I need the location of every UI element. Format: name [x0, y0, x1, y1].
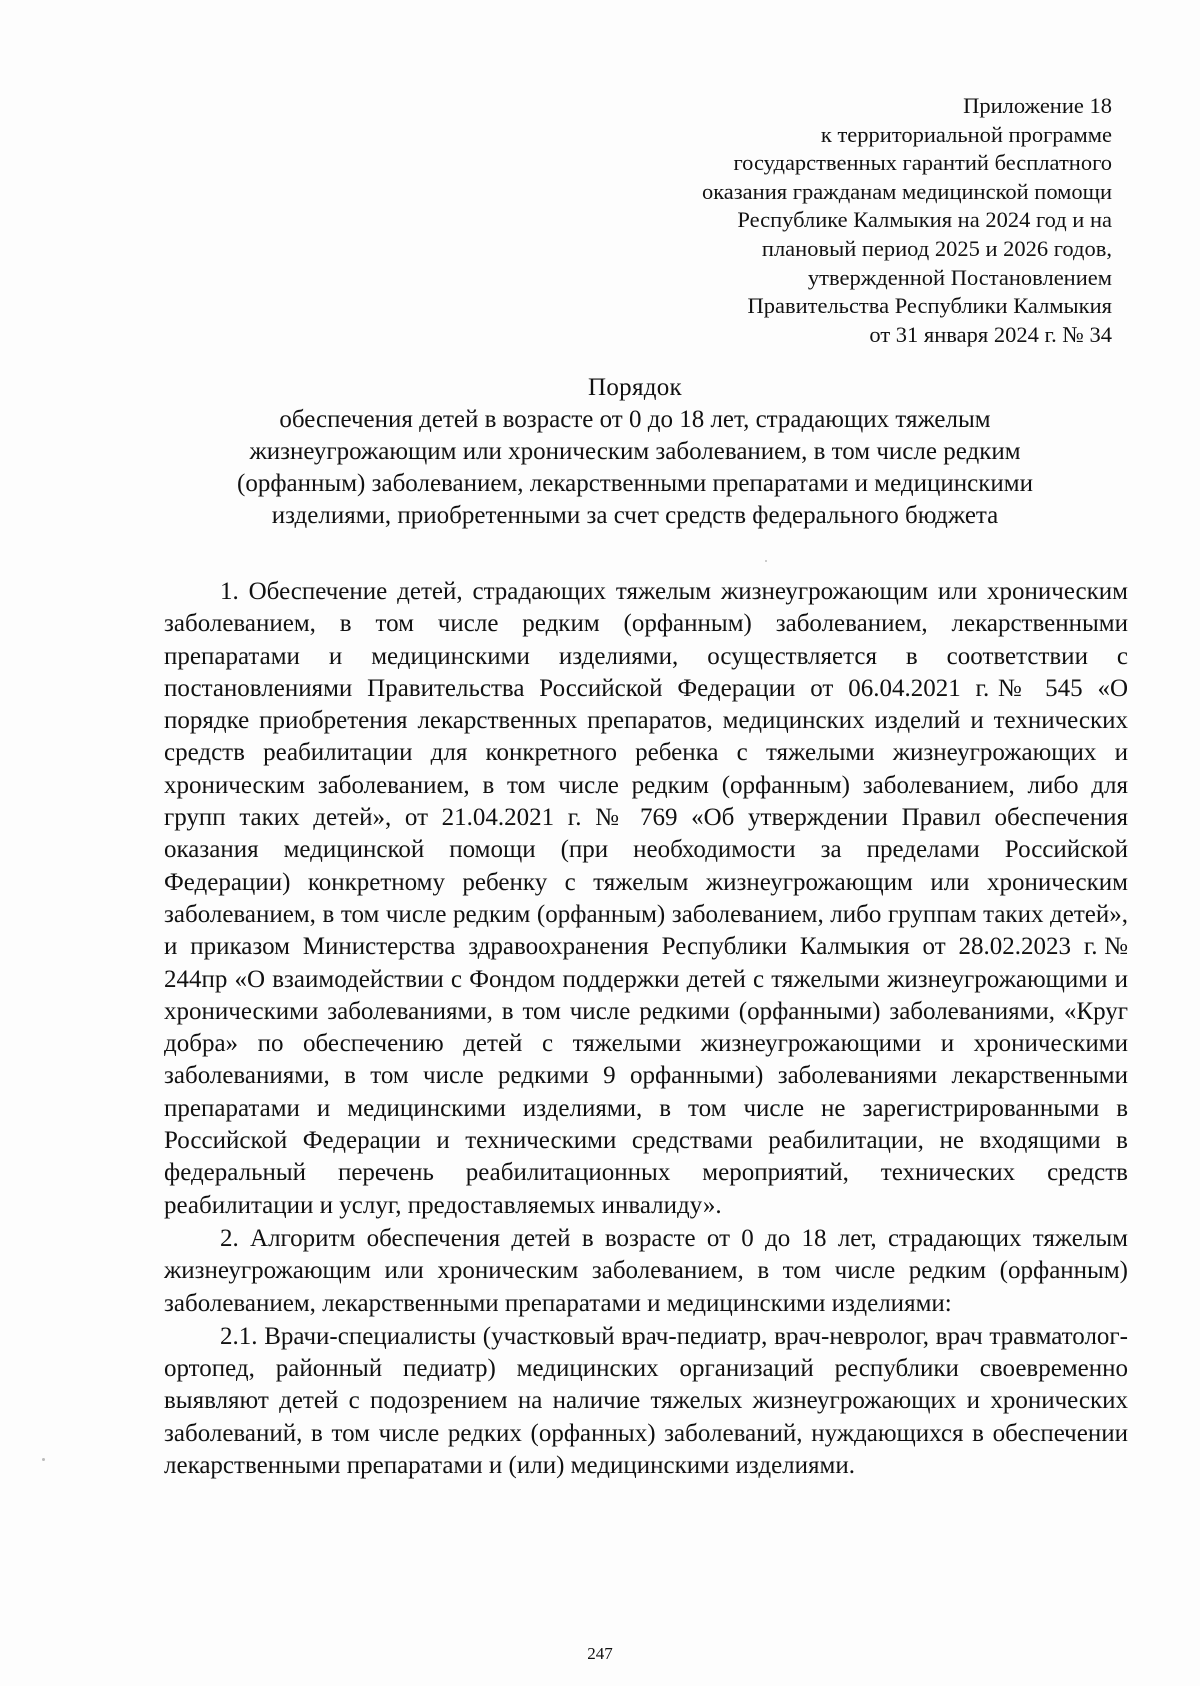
title-heading: Порядок: [587, 374, 683, 401]
appendix-line: Правительства Республики Калмыкия: [747, 293, 1112, 319]
title-line: изделиями, приобретенными за счет средств федерального бюджета: [271, 502, 999, 529]
appendix-line: Республике Калмыкия на 2024 год и на: [737, 207, 1112, 233]
document-title: [150, 372, 1120, 532]
title-line: обеспечения детей в возрасте от 0 до 18 лет, страдающих тяжелым: [279, 406, 991, 433]
appendix-line: утвержденной Постановлением: [807, 264, 1112, 290]
appendix-line: Приложение 18: [963, 93, 1112, 118]
scan-speck: [765, 560, 767, 562]
title-line: жизнеугрожающим или хроническим заболеванием, в том числе редким: [249, 438, 1021, 465]
appendix-line: от 31 января 2024 г. № 34: [869, 321, 1112, 347]
appendix-line: плановый период 2025 и 2026 годов,: [761, 235, 1112, 261]
scan-speck: [42, 1458, 45, 1461]
appendix-line: к территориальной программе: [820, 121, 1112, 147]
appendix-line: оказания гражданам медицинской помощи: [701, 178, 1112, 204]
page-number: 247: [587, 1644, 613, 1663]
appendix-header: [492, 92, 1112, 349]
document-body: [164, 576, 1128, 1483]
appendix-line: государственных гарантий бесплатного: [733, 150, 1112, 176]
title-line: (орфанным) заболеванием, лекарственными препаратами и медицинскими: [237, 470, 1033, 497]
paragraph-2: 2. Алгоритм обеспечения детей в возрасте от 0 до 18 лет, страдающих тяжелым жизнеугрожающим или хроническим заболеванием, в том числе редким (орфанным) заболеванием, лекарственными препаратами и медицинскими изделиями:: [164, 1224, 1128, 1317]
paragraph-2-1: 2.1. Врачи-специалисты (участковый врач-педиатр, врач-невролог, врач травматолог-ортопед, районный педиатр) медицинских организаций республики своевременно выявляют детей с подозрением на наличие тяжелых жизнеугрожающих и хронических заболеваний, в том числе редких (орфанных) заболеваний, нуждающихся в обеспечении лекарственными препаратами и (или) медицинскими изделиями.: [164, 1322, 1128, 1480]
paragraph-1: 1. Обеспечение детей, страдающих тяжелым жизнеугрожающим или хроническим заболеванием, в том числе редким (орфанным) заболеванием, лекарственными препаратами и медицинскими изделиями, осуществляется в соответствии с постановлениями Правительства Российской Федерации от 06.04.2021 г.№ 545 «О порядке приобретения лекарственных препаратов, медицинских изделий и технических средств реабилитации для конкретного ребенка с тяжелыми жизнеугрожающих и хроническим заболеванием, в том числе редким (орфанным) заболеванием, либо для групп таких детей», от 21.04.2021 г. № 769 «Об утверждении Правил обеспечения оказания медицинской помощи (при необходимости за пределами Российской Федерации) конкретному ребенку с тяжелым жизнеугрожающим или хроническим заболеванием, в том числе редким (орфанным) заболеванием, либо группам таких детей», и приказом Министерства здравоохранения Республики Калмыкия от 28.02.2023 г.№ 244пр «О взаимодействии с Фондом поддержки детей с тяжелыми жизнеугрожающими и хроническими заболеваниями, в том числе редкими (орфанными) заболеваниями, «Круг добра» по обеспечению детей с тяжелыми жизнеугрожающими и хроническими заболеваниями, в том числе редкими 9 орфанными) заболеваниями лекарственными препаратами и медицинскими изделиями, в том числе не зарегистрированными в Российской Федерации и техническими средствами реабилитации, не входящими в федеральный перечень реабилитационных мероприятий, технических средств реабилитации и услуг, предоставляемых инвалиду».: [164, 578, 1128, 1219]
